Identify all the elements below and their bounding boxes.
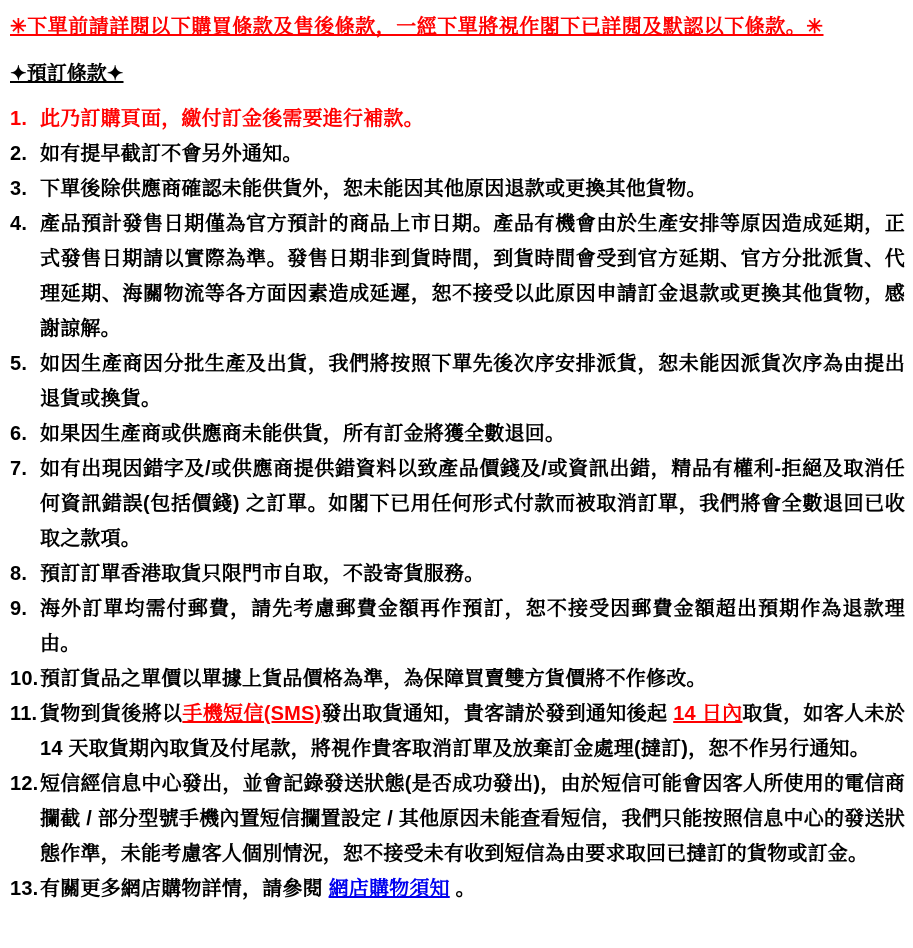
term-item-10 (8, 662, 905, 697)
term-text-segment: 短信經信息中心發出，並會記錄發送狀態(是否成功發出)，由於短信可能會因客人所使用的電信商攔截 / 部分型號手機內置短信攔置設定 / 其他原因未能查看短信，我們只能按照信息中心的發送狀態作準，未能考慮客人個別情況，恕不接受未有收到短信為由要求取回已撻訂的貨物或訂金。 (40, 773, 905, 865)
term-item-7 (8, 452, 905, 557)
term-item-12 (8, 767, 905, 872)
section-title: ✦預訂條款✦ (10, 63, 124, 85)
term-item-number: 9. (10, 598, 28, 620)
term-text-segment: 海外訂單均需付郵費，請先考慮郵費金額再作預訂，恕不接受因郵費金額超出預期作為退款理由。 (40, 598, 905, 655)
term-item-text (40, 563, 484, 585)
term-item-8 (8, 557, 905, 592)
term-item-number: 8. (10, 563, 28, 585)
term-item-text (40, 668, 707, 690)
term-item-5 (8, 347, 905, 417)
term-item-number: 5. (10, 353, 28, 375)
term-item-number: 11. (10, 703, 38, 725)
term-item-number: 13. (10, 878, 39, 900)
term-text-segment: 此乃訂購頁面，繳付訂金後需要進行補款。 (40, 108, 424, 130)
term-item-number: 7. (10, 458, 28, 480)
term-item-text (40, 353, 905, 410)
term-item-text (40, 598, 905, 655)
term-item-number: 12. (10, 773, 39, 795)
term-item-number: 4. (10, 213, 28, 235)
term-link[interactable]: 手機短信(SMS) (182, 703, 322, 725)
terms-list (8, 102, 905, 907)
term-item-number: 6. (10, 423, 28, 445)
term-item-text (40, 143, 303, 165)
term-item-9 (8, 592, 905, 662)
term-item-3 (8, 172, 905, 207)
term-text-segment: 如有提早截訂不會另外通知。 (40, 143, 303, 165)
term-text-segment: 有關更多網店購物詳情，請參閱 (40, 878, 329, 900)
term-item-text (40, 213, 905, 340)
term-item-number: 3. (10, 178, 28, 200)
term-text-segment: 預訂貨品之單價以單據上貨品價格為準，為保障買賣雙方貨價將不作修改。 (40, 668, 707, 690)
term-item-text (40, 458, 905, 550)
term-text-segment: 取貨，如客人未於 14 天取貨期內取貨及付尾款，將視作貴客取消訂單及放棄訂金處理(撻訂)，恕不作另行通知。 (40, 703, 905, 760)
term-item-text (40, 703, 905, 760)
term-text-segment: 下單後除供應商確認未能供貨外，恕未能因其他原因退款或更換其他貨物。 (40, 178, 707, 200)
term-item-text (40, 108, 424, 130)
term-text-segment: 如因生產商因分批生產及出貨，我們將按照下單先後次序安排派貨，恕未能因派貨次序為由提出退貨或換貨。 (40, 353, 905, 410)
term-link[interactable]: 14 日內 (673, 703, 743, 725)
term-item-4 (8, 207, 905, 347)
term-item-1 (8, 102, 905, 137)
terms-header: ✳下單前請詳閱以下購買條款及售後條款，一經下單將視作閣下已詳閱及默認以下條款。✳ (10, 16, 824, 38)
term-link[interactable]: 網店購物須知 (328, 878, 450, 900)
term-item-13 (8, 872, 905, 907)
term-text-segment: 貨物到貨後將以 (40, 703, 183, 725)
term-text-segment: 產品預計發售日期僅為官方預計的商品上市日期。產品有機會由於生產安排等原因造成延期，正式發售日期請以實際為準。發售日期非到貨時間，到貨時間會受到官方延期、官方分批派貨、代理延期、海關物流等各方面因素造成延遲，恕不接受以此原因申請訂金退款或更換其他貨物，感謝諒解。 (40, 213, 905, 340)
term-item-text (40, 773, 905, 865)
term-item-number: 2. (10, 143, 28, 165)
term-text-segment: 如果因生產商或供應商未能供貨，所有訂金將獲全數退回。 (40, 423, 566, 445)
term-item-2 (8, 137, 905, 172)
term-text-segment: 發出取貨通知，貴客請於發到通知後起 (321, 703, 674, 725)
term-item-number: 1. (10, 108, 28, 130)
term-item-6 (8, 417, 905, 452)
term-item-11 (8, 697, 905, 767)
term-text-segment: 。 (449, 878, 476, 900)
term-text-segment: 預訂訂單香港取貨只限門市自取，不設寄貨服務。 (40, 563, 485, 585)
term-item-text (40, 178, 707, 200)
term-item-text (40, 878, 476, 900)
term-item-number: 10. (10, 668, 39, 690)
term-text-segment: 如有出現因錯字及/或供應商提供錯資料以致產品價錢及/或資訊出錯，精品有權利-拒絕及取消任何資訊錯誤(包括價錢) 之訂單。如閣下已用任何形式付款而被取消訂單，我們將會全數退回已收取之款項。 (40, 458, 905, 550)
term-item-text (40, 423, 565, 445)
